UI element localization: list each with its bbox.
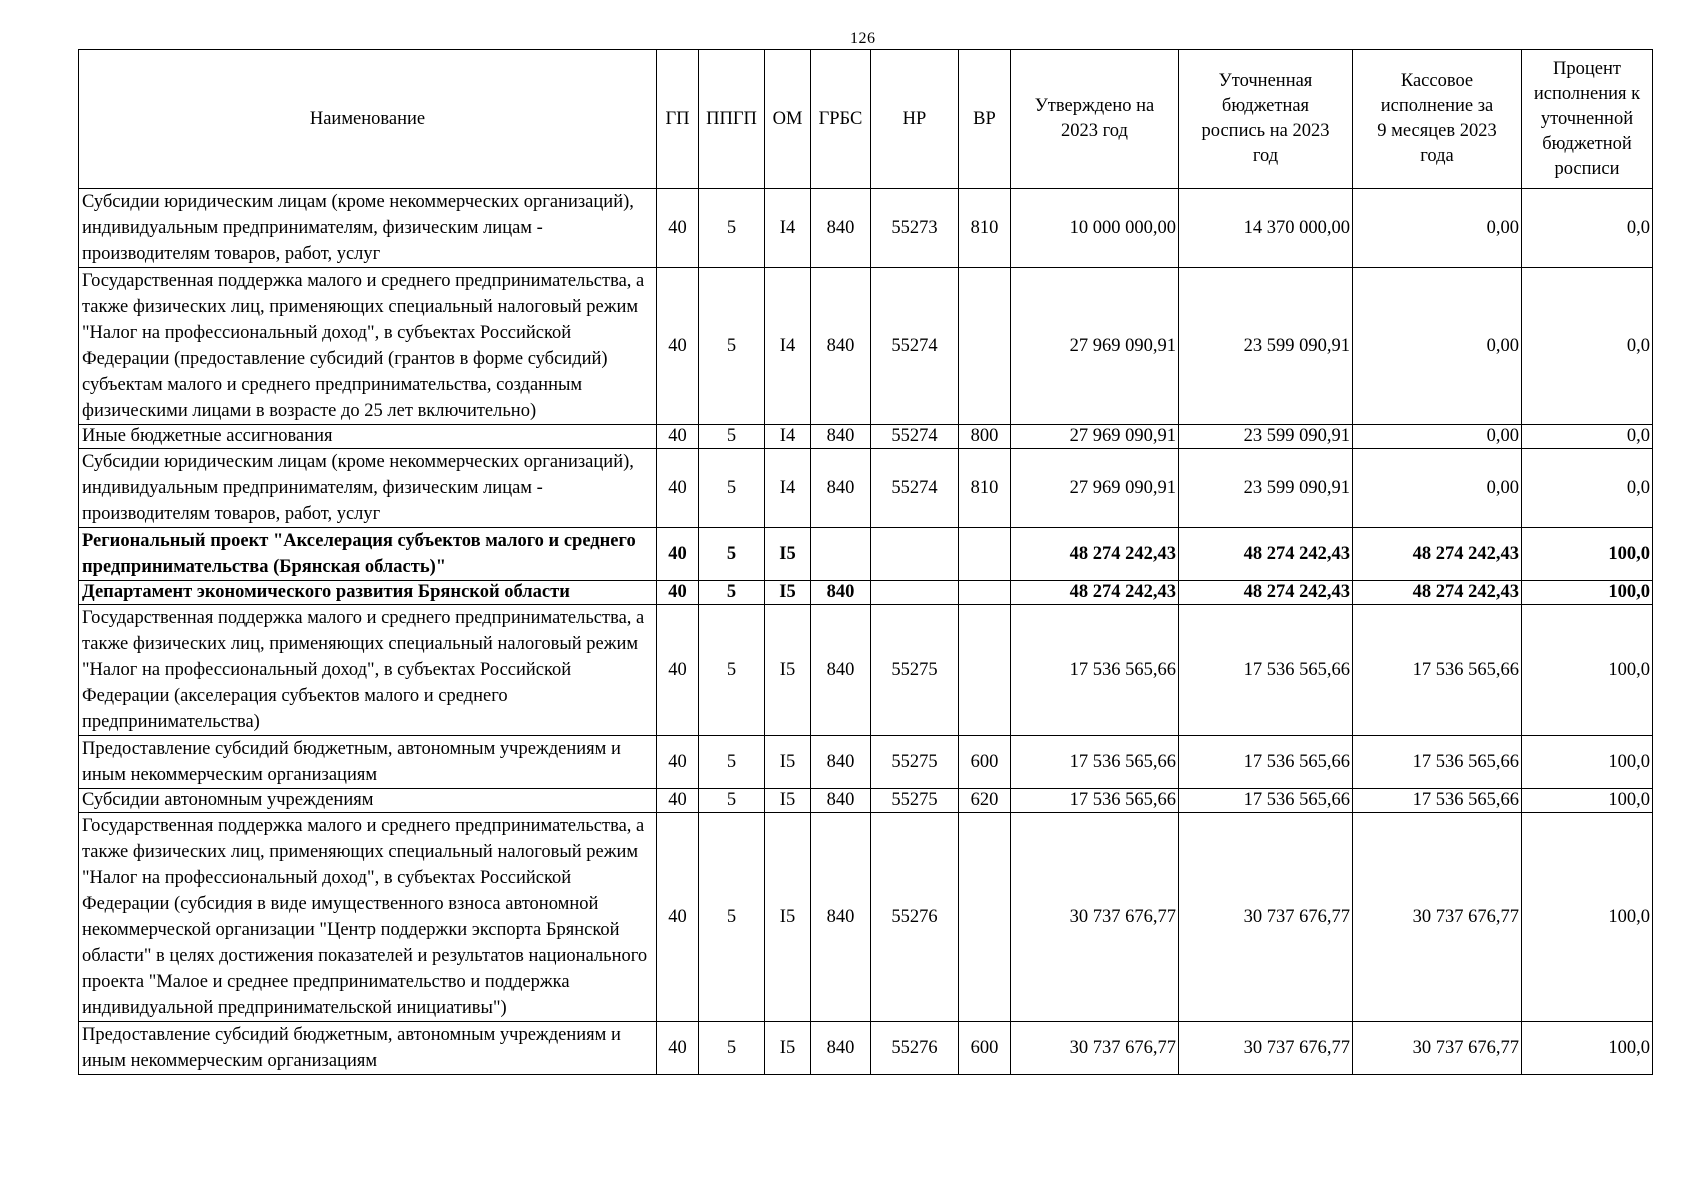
row-gp: 40: [657, 581, 699, 605]
row-grbs: 840: [811, 449, 871, 528]
row-cash: 30 737 676,77: [1353, 1022, 1522, 1075]
row-ppgp: 5: [699, 736, 765, 789]
row-name: Субсидии автономным учреждениям: [79, 789, 657, 813]
table-row: [79, 189, 1653, 268]
row-gp: 40: [657, 1022, 699, 1075]
row-name: Государственная поддержка малого и среднего предпринимательства, а также физических лиц, применяющих специальный налоговый режим "Налог на профессиональный доход", в субъектах Российской Федерации (акселерация субъектов малого и среднего предпринимательства): [79, 605, 657, 736]
row-percent: 100,0: [1522, 1022, 1653, 1075]
row-nr: 55275: [871, 736, 959, 789]
row-name: Региональный проект "Акселерация субъектов малого и среднего предпринимательства (Брянская область)": [79, 528, 657, 581]
row-grbs: 840: [811, 736, 871, 789]
row-refined: 17 536 565,66: [1179, 789, 1353, 813]
row-refined: 30 737 676,77: [1179, 1022, 1353, 1075]
row-approved: 17 536 565,66: [1011, 736, 1179, 789]
row-ppgp: 5: [699, 1022, 765, 1075]
row-vr: 800: [959, 425, 1011, 449]
table-row-department: [79, 581, 1653, 605]
row-grbs: 840: [811, 1022, 871, 1075]
row-refined: 23 599 090,91: [1179, 268, 1353, 425]
row-gp: 40: [657, 268, 699, 425]
header-name: Наименование: [79, 50, 657, 189]
row-cash: 48 274 242,43: [1353, 581, 1522, 605]
row-vr: [959, 528, 1011, 581]
row-om: I5: [765, 789, 811, 813]
row-ppgp: 5: [699, 528, 765, 581]
row-refined: 48 274 242,43: [1179, 581, 1353, 605]
row-percent: 0,0: [1522, 268, 1653, 425]
row-name: Департамент экономического развития Брянской области: [79, 581, 657, 605]
row-name: Иные бюджетные ассигнования: [79, 425, 657, 449]
table-row: [79, 813, 1653, 1022]
row-percent: 100,0: [1522, 605, 1653, 736]
row-nr: 55276: [871, 1022, 959, 1075]
row-ppgp: 5: [699, 189, 765, 268]
header-gp: ГП: [657, 50, 699, 189]
row-vr: 810: [959, 449, 1011, 528]
row-cash: 0,00: [1353, 268, 1522, 425]
row-nr: 55274: [871, 449, 959, 528]
row-cash: 0,00: [1353, 189, 1522, 268]
row-approved: 27 969 090,91: [1011, 425, 1179, 449]
row-vr: 600: [959, 1022, 1011, 1075]
row-cash: 0,00: [1353, 425, 1522, 449]
header-refined: Уточненная бюджетная роспись на 2023 год: [1179, 50, 1353, 189]
row-nr: 55273: [871, 189, 959, 268]
row-ppgp: 5: [699, 425, 765, 449]
row-vr: [959, 605, 1011, 736]
row-grbs: 840: [811, 268, 871, 425]
row-grbs: [811, 528, 871, 581]
row-grbs: 840: [811, 813, 871, 1022]
row-gp: 40: [657, 789, 699, 813]
header-approved: Утверждено на 2023 год: [1011, 50, 1179, 189]
row-percent: 0,0: [1522, 449, 1653, 528]
row-refined: 23 599 090,91: [1179, 425, 1353, 449]
row-om: I4: [765, 425, 811, 449]
row-om: I5: [765, 528, 811, 581]
row-approved: 48 274 242,43: [1011, 581, 1179, 605]
row-om: I5: [765, 736, 811, 789]
row-gp: 40: [657, 813, 699, 1022]
row-grbs: 840: [811, 581, 871, 605]
row-percent: 100,0: [1522, 736, 1653, 789]
row-nr: 55275: [871, 789, 959, 813]
row-name: Предоставление субсидий бюджетным, автономным учреждениям и иным некоммерческим организациям: [79, 1022, 657, 1075]
row-refined: 17 536 565,66: [1179, 605, 1353, 736]
row-gp: 40: [657, 449, 699, 528]
header-vr: ВР: [959, 50, 1011, 189]
header-ppgp: ППГП: [699, 50, 765, 189]
row-cash: 17 536 565,66: [1353, 605, 1522, 736]
row-om: I5: [765, 605, 811, 736]
row-percent: 0,0: [1522, 189, 1653, 268]
row-percent: 100,0: [1522, 528, 1653, 581]
table-row: [79, 449, 1653, 528]
row-ppgp: 5: [699, 581, 765, 605]
row-om: I5: [765, 1022, 811, 1075]
row-approved: 17 536 565,66: [1011, 605, 1179, 736]
row-grbs: 840: [811, 605, 871, 736]
row-vr: [959, 813, 1011, 1022]
row-cash: 17 536 565,66: [1353, 736, 1522, 789]
row-percent: 100,0: [1522, 813, 1653, 1022]
page-number: 126: [850, 30, 876, 47]
row-gp: 40: [657, 528, 699, 581]
row-vr: 620: [959, 789, 1011, 813]
row-name: Субсидии юридическим лицам (кроме некоммерческих организаций), индивидуальным предпринимателям, физическим лицам - производителям товаров, работ, услуг: [79, 189, 657, 268]
row-approved: 10 000 000,00: [1011, 189, 1179, 268]
row-grbs: 840: [811, 789, 871, 813]
row-percent: 100,0: [1522, 789, 1653, 813]
row-refined: 14 370 000,00: [1179, 189, 1353, 268]
row-nr: [871, 581, 959, 605]
row-om: I4: [765, 189, 811, 268]
row-name: Государственная поддержка малого и среднего предпринимательства, а также физических лиц, применяющих специальный налоговый режим "Налог на профессиональный доход", в субъектах Российской Федерации (субсидия в виде имущественного взноса автономной некоммерческой организации "Центр поддержки экспорта Брянской области" в целях достижения показателей и результатов национального проекта "Малое и среднее предпринимательство и поддержка индивидуальной предпринимательской инициативы"): [79, 813, 657, 1022]
row-approved: 27 969 090,91: [1011, 449, 1179, 528]
row-cash: 30 737 676,77: [1353, 813, 1522, 1022]
row-om: I4: [765, 449, 811, 528]
row-gp: 40: [657, 736, 699, 789]
row-ppgp: 5: [699, 605, 765, 736]
table-row-regional-project: [79, 528, 1653, 581]
table-row: [79, 1022, 1653, 1075]
row-vr: 600: [959, 736, 1011, 789]
row-cash: 48 274 242,43: [1353, 528, 1522, 581]
row-vr: [959, 581, 1011, 605]
row-nr: [871, 528, 959, 581]
row-ppgp: 5: [699, 268, 765, 425]
row-gp: 40: [657, 425, 699, 449]
row-percent: 100,0: [1522, 581, 1653, 605]
row-grbs: 840: [811, 425, 871, 449]
row-refined: 23 599 090,91: [1179, 449, 1353, 528]
row-gp: 40: [657, 605, 699, 736]
row-cash: 0,00: [1353, 449, 1522, 528]
row-refined: 48 274 242,43: [1179, 528, 1353, 581]
row-vr: 810: [959, 189, 1011, 268]
row-nr: 55275: [871, 605, 959, 736]
row-vr: [959, 268, 1011, 425]
table-row: [79, 425, 1653, 449]
row-refined: 30 737 676,77: [1179, 813, 1353, 1022]
row-nr: 55276: [871, 813, 959, 1022]
header-om: ОМ: [765, 50, 811, 189]
row-name: Предоставление субсидий бюджетным, автономным учреждениям и иным некоммерческим организациям: [79, 736, 657, 789]
row-cash: 17 536 565,66: [1353, 789, 1522, 813]
row-grbs: 840: [811, 189, 871, 268]
row-ppgp: 5: [699, 789, 765, 813]
row-refined: 17 536 565,66: [1179, 736, 1353, 789]
row-name: Субсидии юридическим лицам (кроме некоммерческих организаций), индивидуальным предпринимателям, физическим лицам - производителям товаров, работ, услуг: [79, 449, 657, 528]
row-om: I4: [765, 268, 811, 425]
table-row: [79, 736, 1653, 789]
row-om: I5: [765, 581, 811, 605]
header-grbs: ГРБС: [811, 50, 871, 189]
row-nr: 55274: [871, 268, 959, 425]
table-row: [79, 268, 1653, 425]
header-cash: Кассовое исполнение за 9 месяцев 2023 года: [1353, 50, 1522, 189]
row-approved: 30 737 676,77: [1011, 1022, 1179, 1075]
table-header-row: [79, 50, 1653, 189]
row-nr: 55274: [871, 425, 959, 449]
header-nr: НР: [871, 50, 959, 189]
row-approved: 48 274 242,43: [1011, 528, 1179, 581]
row-approved: 30 737 676,77: [1011, 813, 1179, 1022]
table-row: [79, 605, 1653, 736]
row-name: Государственная поддержка малого и среднего предпринимательства, а также физических лиц, применяющих специальный налоговый режим "Налог на профессиональный доход", в субъектах Российской Федерации (предоставление субсидий (грантов в форме субсидий) субъектам малого и среднего предпринимательства, созданным физическими лицами в возрасте до 25 лет включительно): [79, 268, 657, 425]
row-approved: 27 969 090,91: [1011, 268, 1179, 425]
row-approved: 17 536 565,66: [1011, 789, 1179, 813]
row-ppgp: 5: [699, 449, 765, 528]
row-om: I5: [765, 813, 811, 1022]
row-ppgp: 5: [699, 813, 765, 1022]
table-row: [79, 789, 1653, 813]
row-percent: 0,0: [1522, 425, 1653, 449]
row-gp: 40: [657, 189, 699, 268]
budget-execution-table: [78, 49, 1653, 1075]
header-percent: Процент исполнения к уточненной бюджетной росписи: [1522, 50, 1653, 189]
